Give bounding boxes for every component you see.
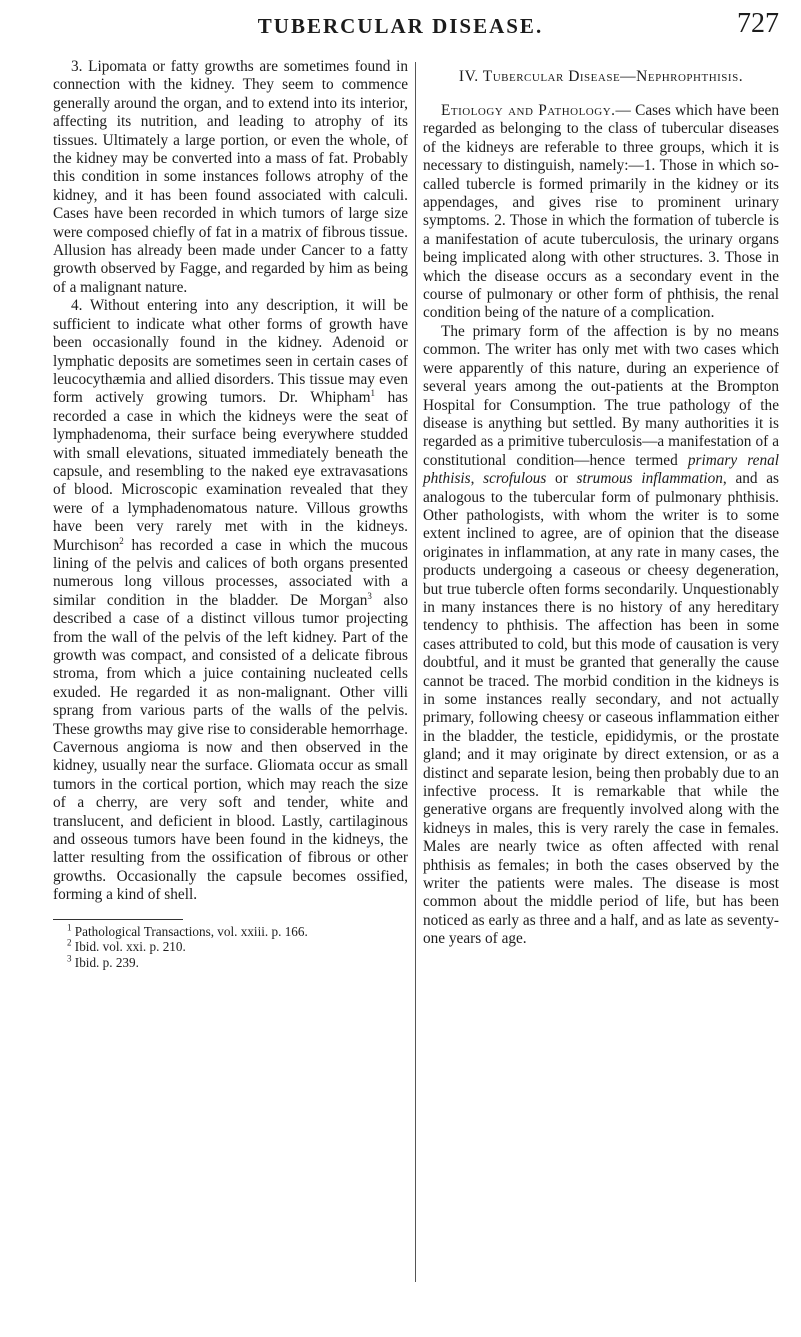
text-run: 4. Without entering into any description, it will be sufficient to indicate what other forms of growth have been occasionally found in the kidney. Adenoid or lymphatic deposits are sometimes seen in certain cases of leucocythæmia and allied disorders. This tissue may even form actively growing tumors. Dr. Whipham bbox=[53, 297, 408, 407]
footnote bbox=[53, 955, 408, 970]
paragraph-lipomata: 3. Lipomata or fatty growths are sometimes found in connection with the kidney. They seem to commence generally around the organ, and to extend into its interior, affecting its nutrition, and leading to atrophy of its tissues. Ultimately a large portion, or even the whole, of the kidney may be converted into a mass of fat. Probably this condition in some instances follows atrophy of the kidney, and it has been found associated with calculi. Cases have been recorded in which tumors of large size were composed chiefly of fat in a matrix of fibrous tissue. Allusion has already been made under Cancer to a fatty growth observed by Fagge, and regarded by him as being of a malignant nature. bbox=[53, 58, 408, 296]
running-title: TUBERCULAR DISEASE. bbox=[257, 14, 544, 38]
italic-term: strumous inflammation bbox=[576, 470, 723, 488]
text-run: , bbox=[470, 470, 484, 488]
italic-term: scrofulous bbox=[483, 470, 547, 488]
text-run: also described a case of a distinct villous tumor projecting from the wall of the pelvis of the left kidney. Part of the growth was compact, and consisted of a delicate fibrous stroma, from which a juice containing nucleated cells exuded. He regarded it as non-malignant. Other villi sprang from various parts of the walls of the pelvis. These growths may give rise to considerable hemorrhage. Cavernous angioma is now and then observed in the kidney, usually near the surface. Gliomata occur as small tumors in the cortical portion, which may reach the size of a cherry, are very soft and tender, white and translucent, and deficient in blood. Lastly, cartilaginous and osseous tumors have been found in the kidneys, the latter resulting from the ossification of fibrous or other growths. Occasionally the capsule becomes ossified, forming a kind of shell. bbox=[53, 591, 408, 904]
page-number: 727 bbox=[737, 8, 779, 39]
italic-term: primary renal phthisis bbox=[423, 451, 779, 488]
footnote-rule bbox=[53, 919, 183, 920]
text-run: , and as analogous to the tubercular form of pulmonary phthisis. Other pathologists, with whom the writer is to some extent inclined to agree, are of opinion that the disease originates in inflammation, at any rate in many cases, the products undergoing a caseous or cheesy degeneration, but true tubercle often forms secondarily. Unquestionably in many instances there is no history of any hereditary tendency to phthisis. The affection has been in some cases attributed to cold, but this mode of causation is very doubtful, and it must be granted that generally the cause cannot be traced. The morbid condition in the kidneys is in some instances really secondary, and not actually primary, following cheesy or caseous inflammation either in the bladder, the testicle, epididymis, or the prostate gland; and it may originate by direct extension, or as a distinct and separate lesion, being then probably due to an infective process. It is remarkable that while the generative organs are frequently involved along with the kidneys in males, this is very rarely the case in females. Males are nearly twice as often affected with renal phthisis as females; in both the cases observed by the writer the patients were males. The disease is most common about the middle period of life, but has been noticed as early as three and a half, and as late as seventy-one years of age. bbox=[423, 470, 779, 948]
right-column bbox=[423, 58, 779, 949]
text-run: The primary form of the affection is by no means common. The writer has only met with two cases which were apparently of this nature, during an experience of several years among the out-patients at the Brompton Hospital for Consumption. The true pathology of the disease is anything but settled. By many authorities it is regarded as a primitive tuberculosis—a manifestation of a constitutional condition—hence termed bbox=[423, 322, 779, 469]
text-run: has recorded a case in which the kidneys were the seat of lymphadenoma, their surface being everywhere studded with small elevations, situated immediately beneath the capsule, and resembling to the naked eye extravasations of blood. Microscopic examination revealed that they were of a lymphadenomatous nature. Villous growths have been very rarely met with in the kidneys. Murchison bbox=[53, 389, 408, 554]
footnote-ref-3: 3 bbox=[367, 590, 372, 601]
paragraph-other-growths bbox=[53, 297, 408, 904]
footnote bbox=[53, 924, 408, 939]
footnote-text: Ibid. p. 239. bbox=[71, 954, 139, 970]
footnote bbox=[53, 939, 408, 954]
footnote-text: Pathological Transactions, vol. xxiii. p. 166. bbox=[71, 923, 308, 939]
paragraph-etiology bbox=[423, 102, 779, 323]
paragraph-primary-form bbox=[423, 323, 779, 949]
footnote-text: Ibid. vol. xxi. p. 210. bbox=[71, 939, 186, 955]
running-head bbox=[0, 6, 801, 46]
footnotes bbox=[53, 924, 408, 970]
section-heading: IV. Tubercular Disease—Nephrophthisis. bbox=[458, 68, 744, 85]
column-divider bbox=[415, 62, 416, 1282]
text-run: has recorded a case in which the mucous lining of the pelvis and calices of both organs presented numerous long villous processes, associated with a similar condition in the bladder. De Morgan bbox=[53, 536, 408, 609]
subsection-lead: Etiology and Pathology. bbox=[441, 102, 616, 119]
footnote-ref-1: 1 bbox=[370, 388, 376, 399]
footnote-ref-2: 2 bbox=[119, 535, 124, 546]
footnote-mark: 2 bbox=[67, 937, 72, 948]
left-column bbox=[53, 58, 408, 970]
text-run: or bbox=[546, 470, 577, 488]
footnote-mark: 3 bbox=[67, 953, 72, 964]
footnote-mark: 1 bbox=[67, 922, 72, 933]
text-run: — Cases which have been regarded as belonging to the class of tubercular diseases of the kidneys are referable to three groups, which it is necessary to distinguish, namely:—1. Those in which so-called tubercle is formed primarily in the kidney or its appendages, and gives rise to prominent urinary symptoms. 2. Those in which the formation of tubercle is a manifestation of acute tuberculosis, the urinary organs being implicated along with other structures. 3. Those in which the disease occurs as a secondary event in the course of pulmonary or other form of phthisis, the renal condition being of the nature of a complication. bbox=[423, 102, 779, 322]
